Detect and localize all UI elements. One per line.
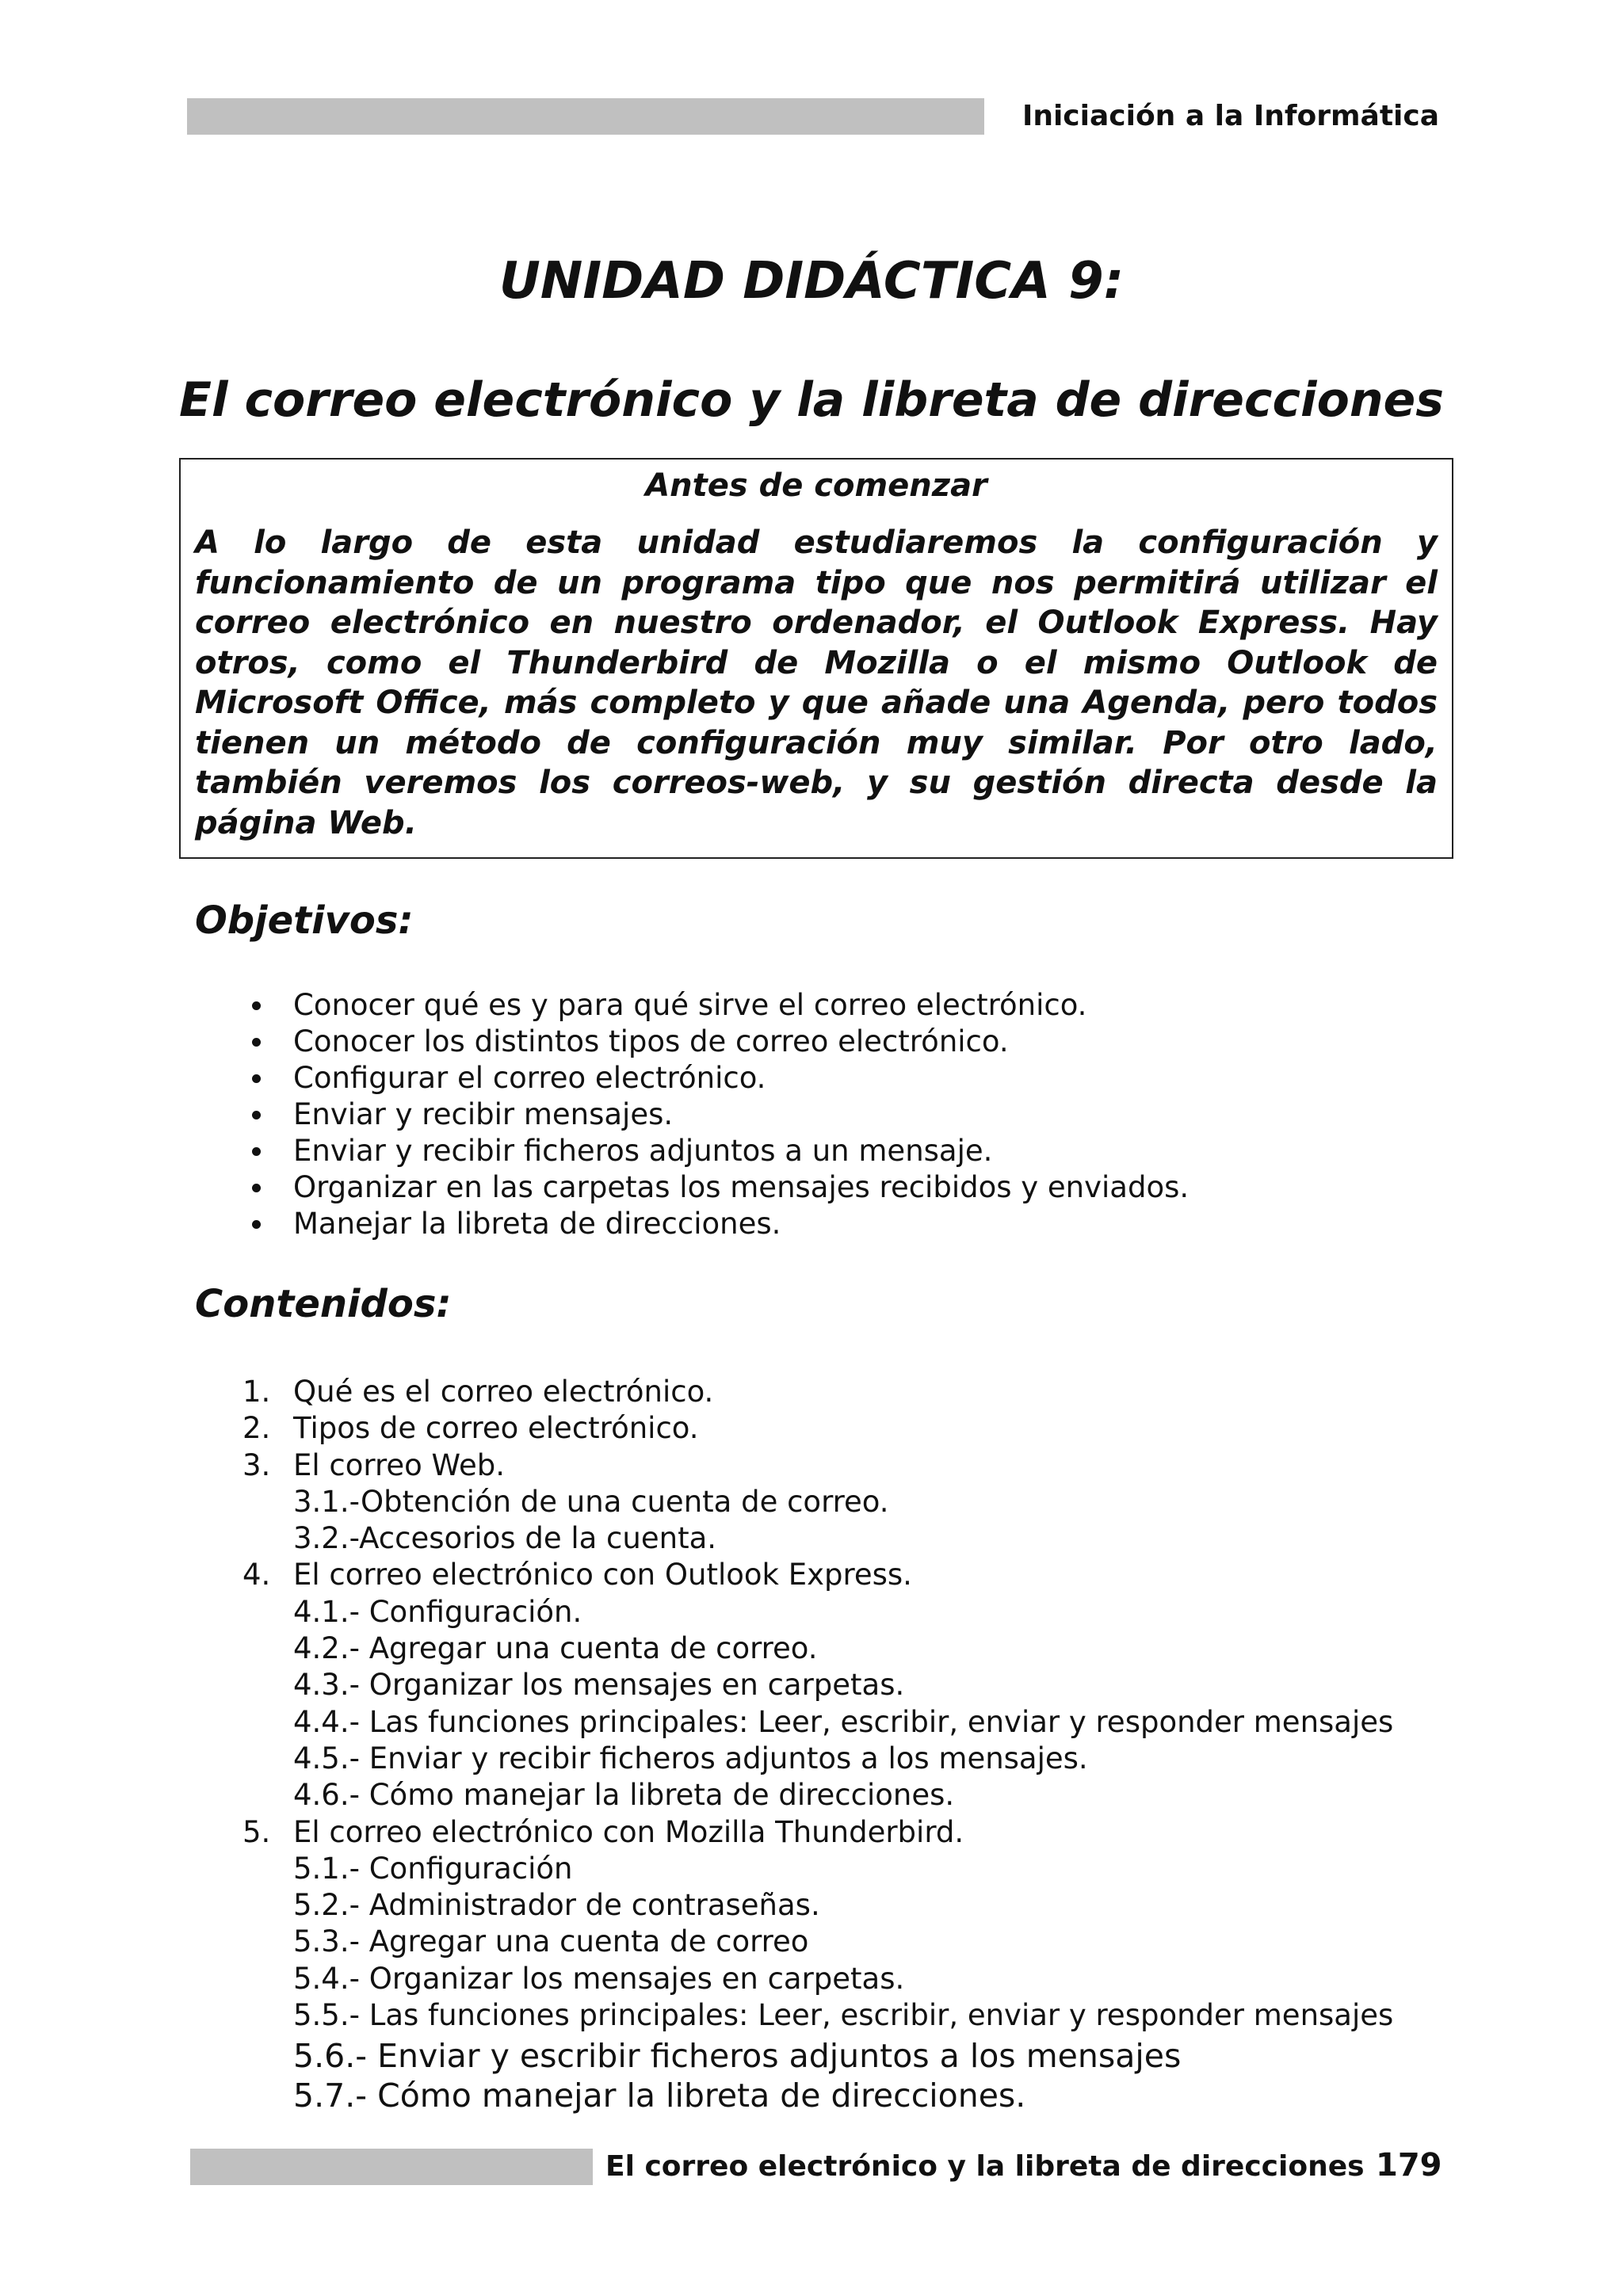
list-item (242, 2034, 1393, 2076)
list-item (242, 1887, 1393, 1924)
list-item (242, 1961, 1393, 1997)
objective-text: Manejar la libreta de direcciones. (293, 1207, 781, 1241)
objective-text: Organizar en las carpetas los mensajes recibidos y enviados. (293, 1170, 1190, 1204)
list-item (242, 1447, 1393, 1484)
bullet-icon (252, 1147, 261, 1156)
list-item (242, 1924, 1393, 1960)
bullet-icon (252, 1001, 261, 1010)
footer-bar (190, 2149, 593, 2185)
list-item (242, 1594, 1393, 1630)
list-item (242, 1704, 1393, 1741)
item-text: Qué es el correo electrónico. (293, 1375, 714, 1409)
bullet-icon (252, 1111, 261, 1119)
bullet-icon (252, 1184, 261, 1192)
header-title: Iniciación a la Informática (1022, 100, 1439, 132)
objectives-list (242, 987, 1189, 1242)
item-text: 4.6.- Cómo manejar la libreta de direcciones. (293, 1778, 955, 1813)
unit-title: UNIDAD DIDÁCTICA 9: (498, 252, 1125, 311)
item-text: 5.3.- Agregar una cuenta de correo (293, 1924, 809, 1959)
list-item (242, 1997, 1393, 2034)
item-text: El correo Web. (293, 1447, 505, 1482)
list-item (242, 1630, 1393, 1667)
item-text: Tipos de correo electrónico. (293, 1411, 699, 1446)
item-text: 3.1.-Obtención de una cuenta de correo. (293, 1484, 889, 1519)
item-text: El correo electrónico con Outlook Express. (293, 1558, 912, 1592)
list-item (242, 1557, 1393, 1593)
item-text: 5.1.- Configuración (293, 1851, 573, 1886)
list-item (242, 1520, 1393, 1557)
list-item (242, 1410, 1393, 1447)
objective-text: Enviar y recibir mensajes. (293, 1097, 674, 1131)
item-number: 5. (242, 1814, 271, 1849)
list-item (242, 1374, 1393, 1410)
item-text: 4.3.- Organizar los mensajes en carpetas. (293, 1668, 905, 1703)
list-item (242, 1206, 1189, 1242)
list-item (242, 1024, 1189, 1060)
list-item (242, 2073, 1393, 2113)
item-number: 2. (242, 1411, 271, 1446)
objectives-heading: Objetivos: (195, 898, 414, 943)
footer-title: El correo electrónico y la libreta de direcciones (605, 2150, 1365, 2183)
page-title: El correo electrónico y la libreta de direcciones (179, 372, 1444, 428)
objective-text: Conocer qué es y para qué sirve el correo electrónico. (293, 988, 1087, 1022)
intro-text: A lo largo de esta unidad estudiaremos la configuración y funcionamiento de un programa tipo que nos permitirá utilizar el correo electrónico en nuestro ordenador, el Outlook Express. Hay otros, como el Thunderbird de Mozilla o el mismo Outlook de Microsoft Office, más completo y que añade una Agenda, pero todos tienen un método de configuración muy similar. Por otro lado, también veremos los correos-web, y su gestión directa desde la página Web. (195, 524, 1438, 841)
list-item (242, 1741, 1393, 1777)
list-item (242, 1097, 1189, 1133)
bullet-icon (252, 1074, 261, 1083)
item-text: 3.2.-Accesorios de la cuenta. (293, 1521, 717, 1556)
list-item (242, 987, 1189, 1024)
page-number: 179 (1376, 2147, 1442, 2183)
bullet-icon (252, 1038, 261, 1047)
item-text: 5.5.- Las funciones principales: Leer, escribir, enviar y responder mensajes (293, 1998, 1394, 2033)
contents-heading: Contenidos: (195, 1282, 452, 1326)
item-text: 5.4.- Organizar los mensajes en carpetas. (293, 1961, 905, 1996)
list-item (242, 1060, 1189, 1097)
item-text: 5.2.- Administrador de contraseñas. (293, 1888, 820, 1923)
item-text: 4.5.- Enviar y recibir ficheros adjuntos a los mensajes. (293, 1741, 1088, 1775)
header-bar (187, 98, 984, 135)
intro-heading: Antes de comenzar (645, 467, 987, 504)
list-item (242, 1851, 1393, 1887)
item-text: 5.6.- Enviar y escribir ficheros adjuntos a los mensajes (293, 2037, 1182, 2076)
bullet-icon (252, 1220, 261, 1229)
item-number: 4. (242, 1558, 271, 1592)
list-item (242, 1133, 1189, 1169)
item-text: 4.1.- Configuración. (293, 1594, 582, 1629)
item-text: 4.2.- Agregar una cuenta de correo. (293, 1631, 818, 1666)
intro-box (179, 458, 1453, 859)
item-text: El correo electrónico con Mozilla Thunderbird. (293, 1814, 964, 1849)
list-item (242, 1169, 1189, 1206)
item-text: 5.7.- Cómo manejar la libreta de direcciones. (293, 2077, 1026, 2115)
objective-text: Configurar el correo electrónico. (293, 1061, 766, 1095)
contents-list (242, 1374, 1393, 2113)
list-item (242, 1814, 1393, 1851)
list-item (242, 1667, 1393, 1703)
item-number: 3. (242, 1447, 271, 1482)
objective-text: Conocer los distintos tipos de correo electrónico. (293, 1024, 1009, 1058)
item-text: 4.4.- Las funciones principales: Leer, escribir, enviar y responder mensajes (293, 1704, 1394, 1739)
item-number: 1. (242, 1375, 271, 1409)
list-item (242, 1484, 1393, 1520)
list-item (242, 1777, 1393, 1814)
objective-text: Enviar y recibir ficheros adjuntos a un mensaje. (293, 1134, 993, 1168)
